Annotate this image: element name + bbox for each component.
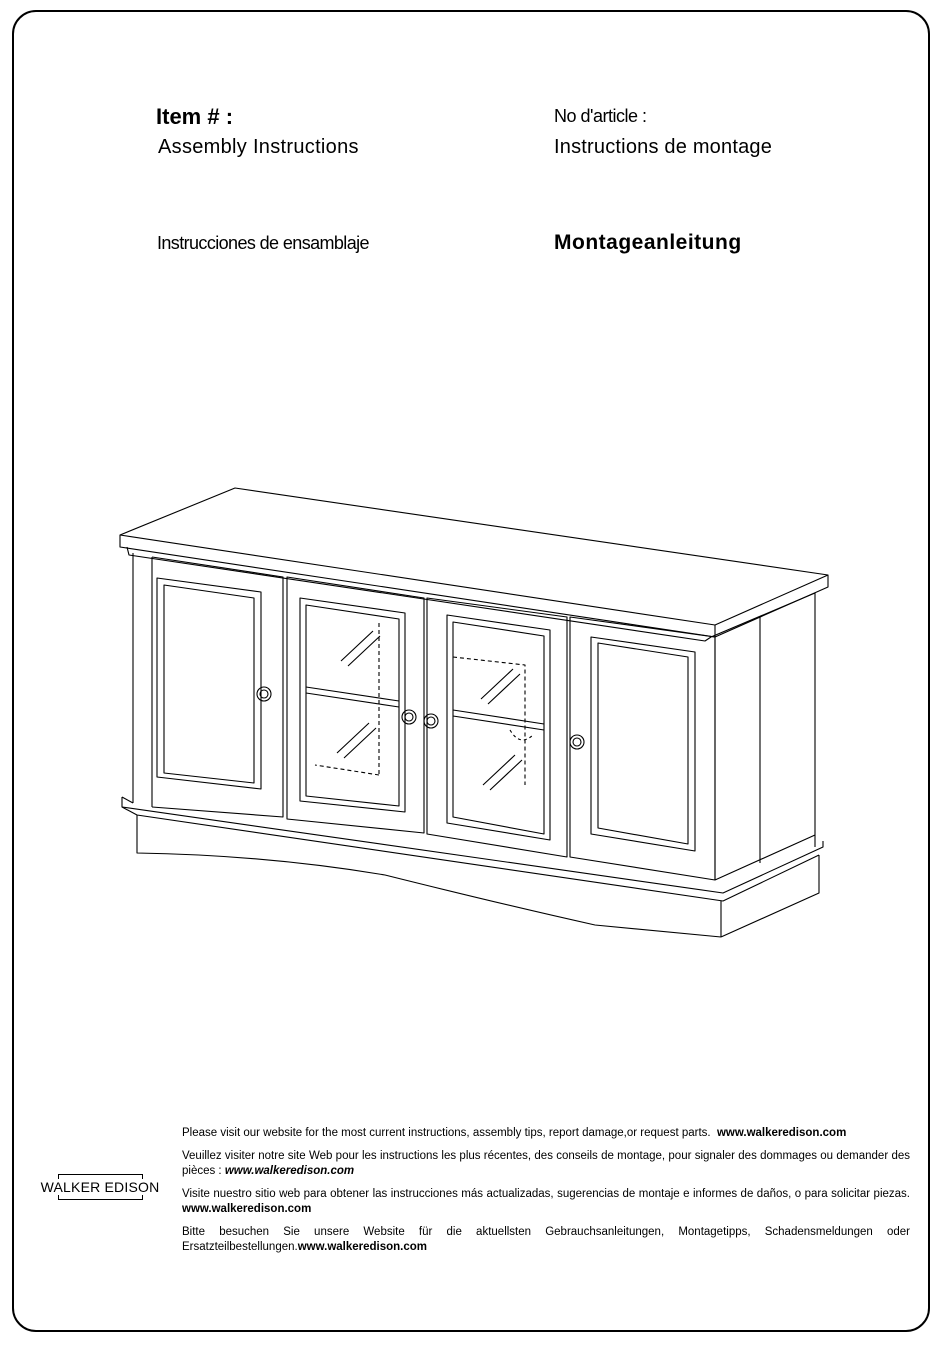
notice-es-text: Visite nuestro sitio web para obtener las instrucciones más actualizadas, sugerencias de montaje e informes de daños, o para solicitar piezas. xyxy=(182,1188,910,1200)
logo-top-rule xyxy=(58,1174,142,1175)
notice-en-text: Please visit our website for the most current instructions, assembly tips, report damage,or request parts. xyxy=(182,1127,711,1139)
assembly-title-es: Instrucciones de ensamblaje xyxy=(157,233,369,253)
notice-fr xyxy=(182,1149,910,1179)
notice-de-text: Bitte besuchen Sie unsere Website für die aktuellsten Gebrauchsanleitungen, Montagetipps, Schadensmeldungen oder Ersatzteilbestellungen. xyxy=(182,1226,910,1253)
notice-fr-url[interactable]: www.walkeredison.com xyxy=(224,1165,355,1177)
notice-en xyxy=(182,1126,910,1141)
walker-edison-logo xyxy=(40,1172,160,1206)
tv-stand-illustration xyxy=(115,485,835,945)
website-notice xyxy=(182,1126,910,1263)
notice-en-url[interactable]: www.walkeredison.com xyxy=(716,1127,847,1139)
logo-bottom-rule xyxy=(58,1199,142,1200)
notice-de-url[interactable]: www.walkeredison.com xyxy=(297,1241,428,1253)
item-number-label-fr: No d'article : xyxy=(554,106,647,126)
logo-text: WALKER EDISON xyxy=(40,1179,160,1195)
notice-fr-text: Veuillez visiter notre site Web pour les instructions les plus récentes, des conseils de montage, pour signaler des dommages ou demander des pièces : xyxy=(182,1150,910,1177)
item-number-label-en: Item # : xyxy=(156,104,234,129)
notice-es-url[interactable]: www.walkeredison.com xyxy=(182,1203,312,1215)
notice-es xyxy=(182,1187,910,1217)
assembly-title-fr: Instructions de montage xyxy=(554,136,773,158)
assembly-title-en: Assembly Instructions xyxy=(158,136,359,158)
logo-tick xyxy=(58,1195,59,1200)
notice-de xyxy=(182,1225,910,1255)
logo-tick xyxy=(142,1195,143,1200)
assembly-title-de: Montageanleitung xyxy=(554,231,742,254)
